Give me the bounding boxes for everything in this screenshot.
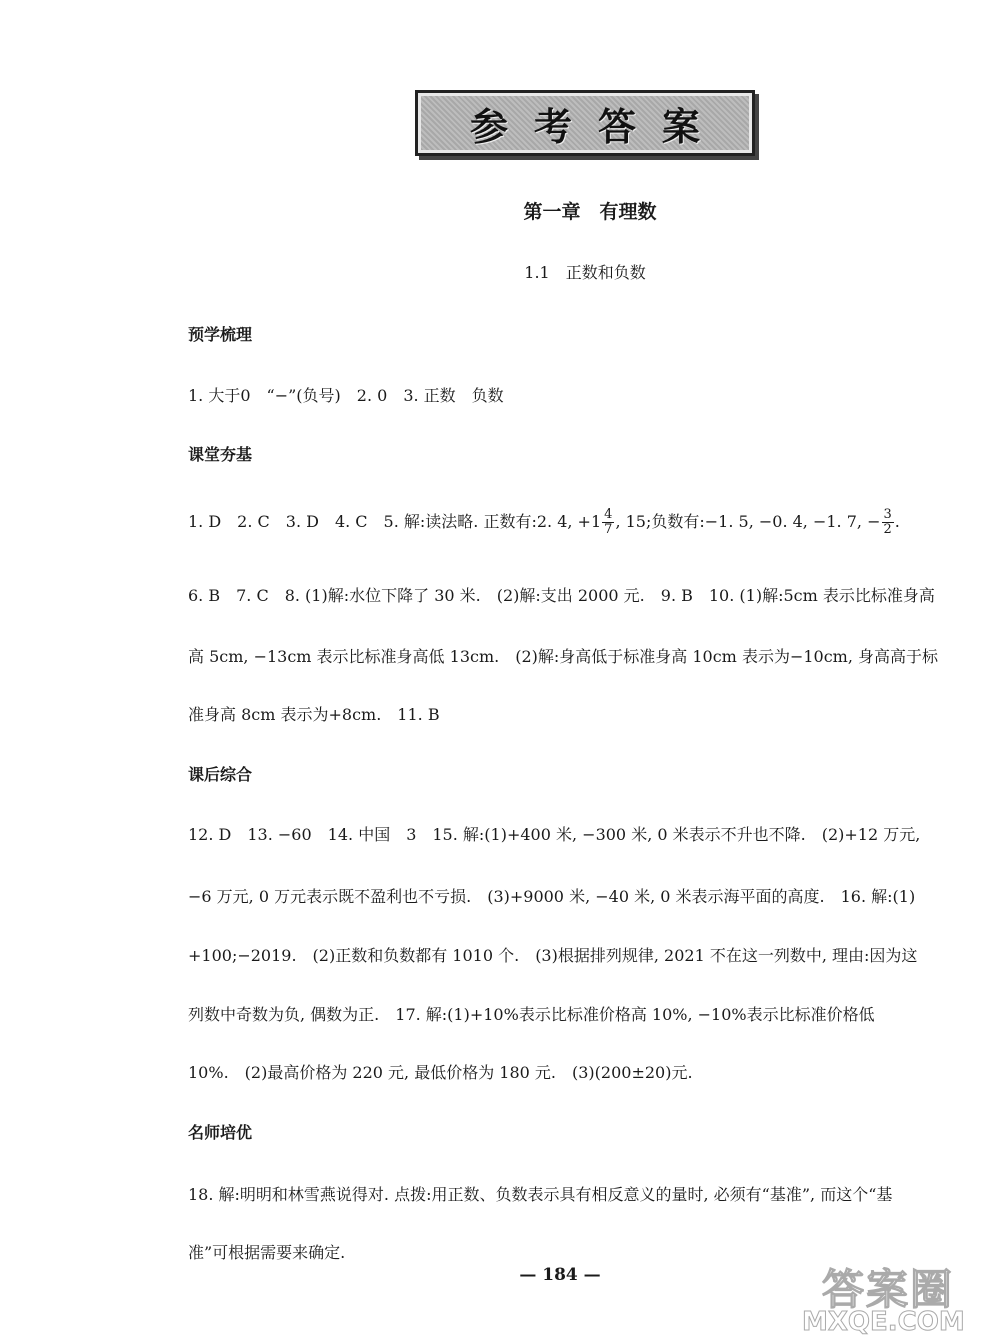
heading-preview: 预学梳理 bbox=[188, 325, 253, 344]
fraction-numerator: 3 bbox=[883, 507, 892, 522]
answer-line-with-fractions bbox=[188, 508, 900, 537]
watermark bbox=[802, 1257, 992, 1337]
page-number: — 184 — bbox=[519, 1265, 601, 1285]
answer-line: 1. 大于0 “−”(负号) 2. 0 3. 正数 负数 bbox=[188, 386, 504, 405]
answer-line: 12. D 13. −60 14. 中国 3 15. 解:(1)+400 米, −300 米, 0 米表示不升也不降. (2)+12 万元, bbox=[188, 825, 921, 844]
answer-line: 准身高 8cm 表示为+8cm. 11. B bbox=[188, 705, 440, 724]
title-banner bbox=[415, 90, 755, 156]
fraction bbox=[602, 508, 614, 537]
watermark-logo: 答案圈 bbox=[822, 1265, 955, 1314]
chapter-title: 第一章 有理数 bbox=[523, 201, 657, 223]
answer-line: 6. B 7. C 8. (1)解:水位下降了 30 米. (2)解:支出 2000 元. 9. B 10. (1)解:5cm 表示比标准身高 bbox=[188, 586, 935, 605]
fraction-denominator: 7 bbox=[604, 522, 613, 537]
answer-line: 10%. (2)最高价格为 220 元, 最低价格为 180 元. (3)(200±20)元. bbox=[188, 1063, 693, 1082]
answer-line: −6 万元, 0 万元表示既不盈利也不亏损. (3)+9000 米, −40 米, 0 米表示海平面的高度. 16. 解:(1) bbox=[188, 887, 916, 906]
page-title: 参考答案 bbox=[469, 104, 726, 149]
answer-text: , 15;负数有:−1. 5, −0. 4, −1. 7, − bbox=[615, 512, 881, 531]
answer-text: . bbox=[894, 512, 900, 531]
answer-line: 列数中奇数为负, 偶数为正. 17. 解:(1)+10%表示比标准价格高 10%, −10%表示比标准价格低 bbox=[188, 1005, 875, 1024]
fraction-denominator: 2 bbox=[883, 522, 892, 537]
heading-after: 课后综合 bbox=[188, 765, 253, 784]
answer-line: 18. 解:明明和林雪燕说得对. 点拨:用正数、负数表示具有相反意义的量时, 必须有“基准”, 而这个“基 bbox=[188, 1185, 893, 1204]
heading-master: 名师培优 bbox=[188, 1123, 253, 1142]
answer-line: 准”可根据需要来确定. bbox=[188, 1243, 346, 1262]
fraction-numerator: 4 bbox=[604, 507, 613, 522]
watermark-url: MXQE.COM bbox=[802, 1307, 965, 1337]
section-title: 1.1 正数和负数 bbox=[524, 263, 646, 282]
fraction bbox=[882, 508, 894, 537]
heading-classroom: 课堂夯基 bbox=[188, 445, 253, 464]
answer-line: 高 5cm, −13cm 表示比标准身高低 13cm. (2)解:身高低于标准身高 10cm 表示为−10cm, 身高高于标 bbox=[188, 647, 939, 666]
answer-text: 1. D 2. C 3. D 4. C 5. 解:读法略. 正数有:2. 4, +1 bbox=[188, 512, 602, 531]
answer-line: +100;−2019. (2)正数和负数都有 1010 个. (3)根据排列规律, 2021 不在这一列数中, 理由:因为这 bbox=[188, 946, 918, 965]
